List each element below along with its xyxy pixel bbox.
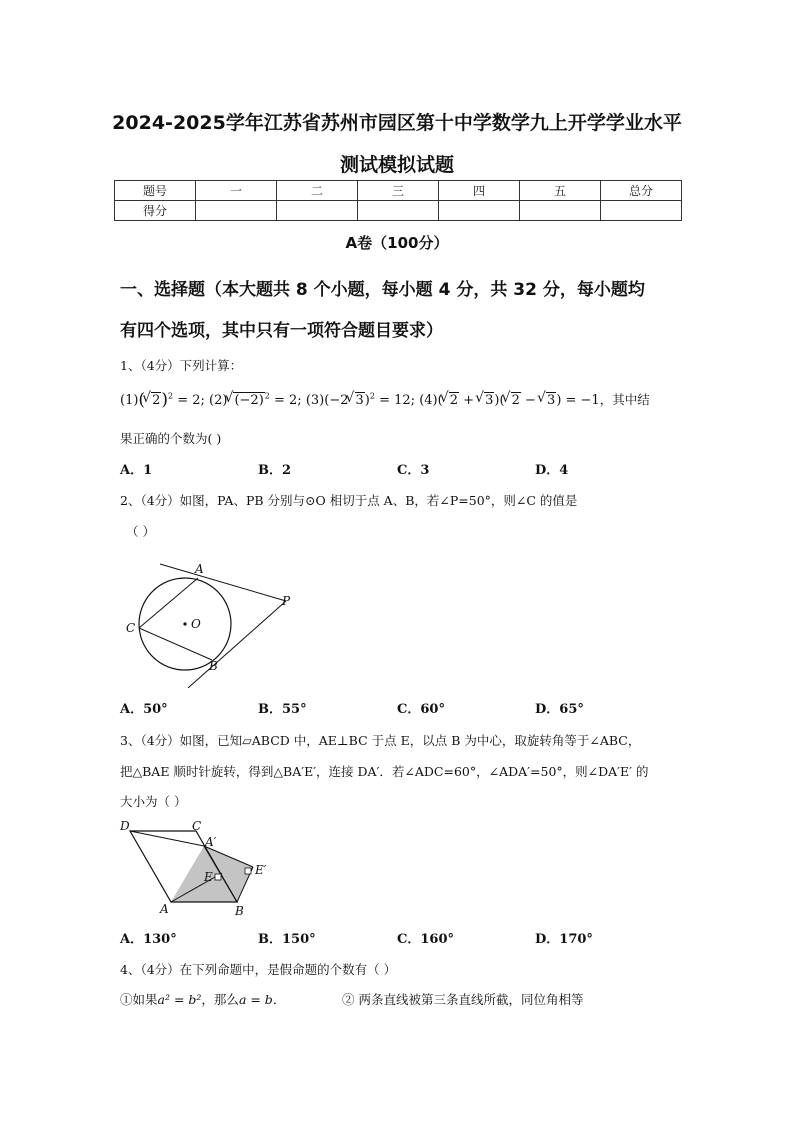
score-header-cell: 五 [520, 181, 601, 201]
q2-option-d[interactable]: D．65° [535, 702, 584, 717]
label-d: D [120, 819, 130, 833]
label-c: C [192, 819, 202, 833]
label-p: P [282, 594, 291, 608]
q1-formula-part: (3)(−2 [305, 393, 349, 408]
q1-formula-part: (2) [209, 393, 228, 408]
q3-line2: 把△BAE 顺时针旋转，得到△BA′E′，连接 DA′．若∠ADC=60°，∠ADA′=50°，则∠DA′E′ 的 [120, 764, 649, 779]
score-input-cell[interactable] [277, 201, 358, 221]
q1-formula-part: (1) [120, 393, 139, 408]
label-c: C [126, 621, 136, 635]
q1-formula-radical: √ 3 [355, 392, 365, 408]
score-input-cell[interactable] [358, 201, 439, 221]
q2-option-c[interactable]: C．60° [397, 702, 445, 717]
label-a: A [160, 902, 169, 916]
chord-ca [139, 578, 198, 628]
segment-da1 [130, 831, 204, 846]
q1-formula-part: = 2; [177, 393, 205, 408]
score-header-cell: 三 [358, 181, 439, 201]
section1-title-line1: 一、选择题（本大题共 8 个小题，每小题 4 分，共 32 分，每小题均 [120, 280, 645, 300]
right-angle-e1 [245, 868, 251, 874]
score-header-cell: 二 [277, 181, 358, 201]
doc-title-line2: 测试模拟试题 [339, 154, 454, 176]
q1-formula-part: ) = −1 [556, 393, 600, 408]
q1-formula-part: ) [364, 393, 370, 408]
center-point [183, 622, 186, 625]
label-a: A [195, 562, 204, 576]
score-header-cell: 一 [196, 181, 277, 201]
tangent-pb [188, 601, 286, 688]
q4-item1 [120, 990, 285, 1008]
score-header-cell: 总分 [601, 181, 682, 201]
q3-line1: 3、（4分）如图，已知▱ABCD 中，AE⊥BC 于点 E，以点 B 为中心，取旋转角等于∠ABC， [120, 733, 641, 748]
score-table [114, 180, 682, 221]
q1-option-c[interactable]: C．3 [397, 463, 430, 478]
q2-paren: （ ） [126, 524, 155, 539]
q4-item1-math: a² = b² [157, 992, 202, 1007]
doc-title-line1: 2024-2025学年江苏省苏州市园区第十中学数学九上开学学业水平 [112, 112, 682, 134]
q3-option-c[interactable]: C．160° [397, 932, 454, 947]
q1-formula-part: = 12; [379, 393, 416, 408]
q1-formula-radical: √ 2 [151, 392, 161, 408]
score-input-cell[interactable] [196, 201, 277, 221]
q3-option-d[interactable]: D．170° [535, 932, 593, 947]
q3-option-b[interactable]: B．150° [258, 932, 316, 947]
q1-formula-exponent: 2 [264, 391, 270, 401]
q4-item1-math2: a = b [238, 992, 273, 1007]
score-header-cell: 题号 [115, 181, 196, 201]
q1-formula-radical: √ 3 [484, 392, 494, 408]
label-e: E [204, 870, 213, 884]
q4-item1-pre: ①如果 [120, 992, 158, 1007]
label-b: B [209, 659, 218, 673]
q1-formula-part: )( [494, 393, 505, 408]
q1-formula: (1)(√ 2)$^2$ = 2; (2)√ $(-2)^2 = 2$; (3)(−2√ 3)$^2$ = 12; (4)(√ 2 + √ 3)(√ 2 − √ 3) = −1，其中结 [120, 390, 650, 410]
score-input-cell[interactable] [439, 201, 520, 221]
q4-item1-mid: ，那么 [201, 992, 239, 1007]
tangent-pa [160, 564, 286, 601]
q4-stem: 4、（4分）在下列命题中，是假命题的个数有（ ） [120, 962, 397, 977]
score-header-cell: 四 [439, 181, 520, 201]
q1-formula-radical: √ 2 [449, 392, 459, 408]
q1-formula-exponent: 2 [167, 391, 174, 401]
right-angle-e [215, 874, 221, 880]
label-a-prime: A′ [205, 835, 217, 849]
q3-option-a[interactable]: A．130° [120, 932, 177, 947]
q1-formula-tail: ，其中结 [599, 392, 650, 407]
q1-formula-part: − [520, 393, 541, 408]
q2-option-a[interactable]: A．50° [120, 702, 168, 717]
q1-option-d[interactable]: D．4 [535, 463, 569, 478]
label-o: O [191, 617, 201, 631]
score-row-label: 得分 [115, 201, 196, 221]
q1-formula-radical: √ 2 [511, 392, 521, 408]
q1-option-a[interactable]: A．1 [120, 463, 153, 478]
score-table-score-row [115, 201, 682, 221]
score-input-cell[interactable] [601, 201, 682, 221]
q1-formula-radical: √ 3 [546, 392, 556, 408]
label-b: B [235, 904, 244, 918]
q1-formula-part: = 2; [274, 393, 302, 408]
q1-formula-part: + [458, 393, 479, 408]
paper-label: A卷（100分） [345, 234, 449, 252]
q1-formula-radical: √ (−2) [233, 392, 264, 408]
q1-stem: 1、（4分）下列计算： [120, 358, 243, 373]
label-e-prime: E′ [255, 863, 267, 877]
q2-circle-figure [118, 558, 298, 688]
q2-stem: 2、（4分）如图，PA、PB 分别与⊙O 相切于点 A、B，若∠P=50°，则∠C 的值是 [120, 493, 578, 508]
score-input-cell[interactable] [520, 201, 601, 221]
q3-parallelogram-figure [116, 816, 276, 920]
q2-option-b[interactable]: B．55° [258, 702, 307, 717]
q3-line3: 大小为（ ） [120, 794, 187, 809]
q1-formula-exponent: 2 [369, 391, 375, 401]
q1-formula-part: (4)( [419, 393, 443, 408]
section1-title-line2: 有四个选项，其中只有一项符合题目要求） [120, 321, 443, 341]
q4-item2: ② 两条直线被第三条直线所截，同位角相等 [342, 992, 584, 1007]
q1-option-b[interactable]: B．2 [258, 463, 292, 478]
score-table-header-row [115, 181, 682, 201]
q4-item1-end: ． [272, 992, 286, 1007]
q1-stem2: 果正确的个数为( ) [120, 431, 222, 446]
chord-cb [139, 628, 212, 660]
